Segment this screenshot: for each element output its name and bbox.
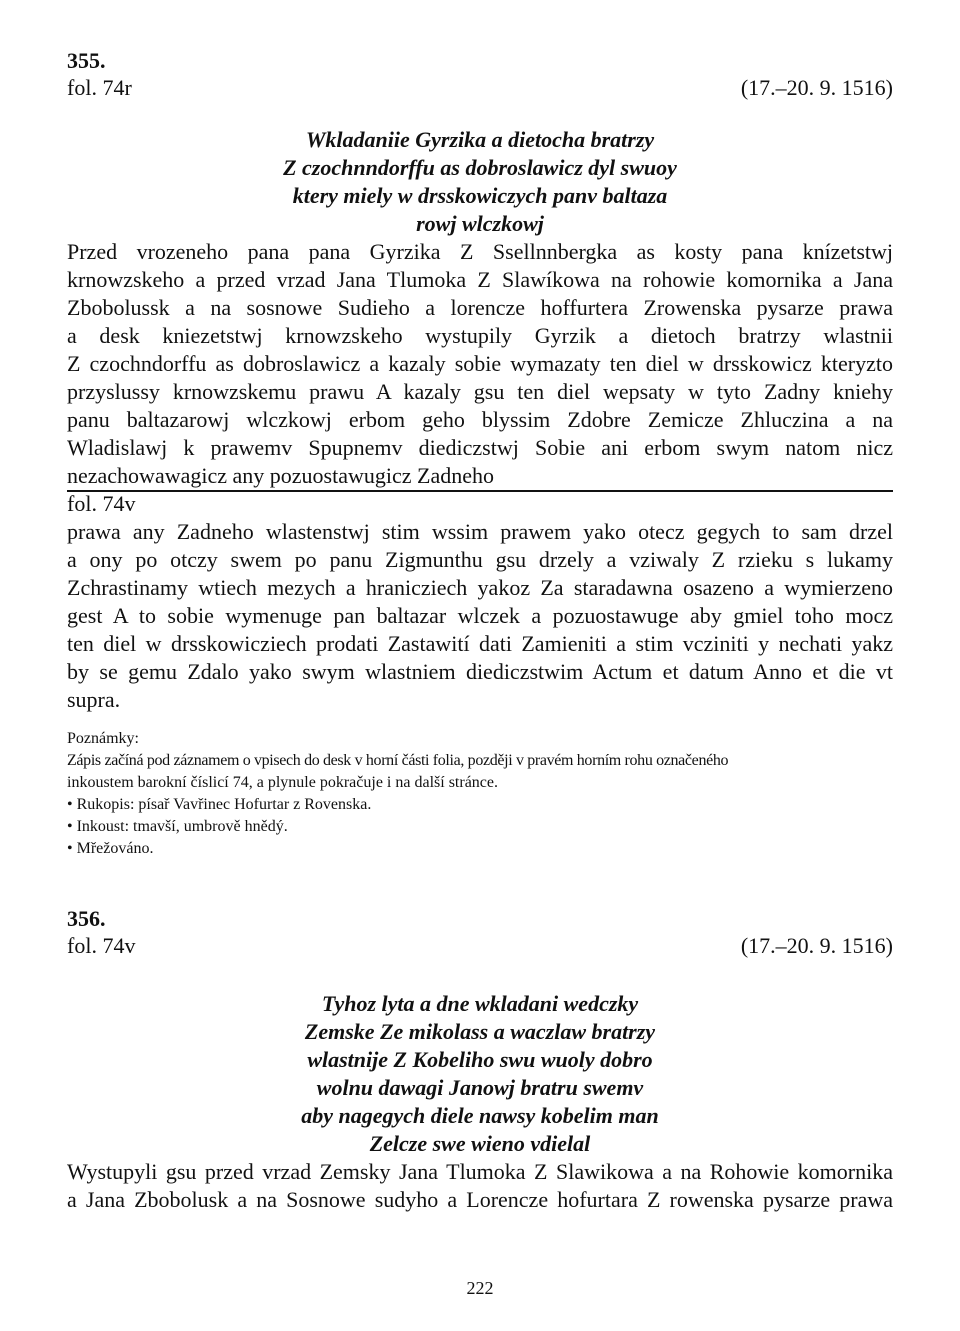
title-line: Tyhoz lyta a dne wkladani wedczky bbox=[321, 991, 639, 1016]
body-line: a Jana Zbobolusk a na Sosnowe sudyho a Lorencze hofurtara Z rowenska pysarze prawa bbox=[67, 1187, 893, 1212]
title-line: ktery miely w drsskowiczych panv baltaza bbox=[292, 183, 668, 208]
body-line: a desk kniezetstwj krnowzskeho wystupily Gyrzik a dietoch bratrzy wlastnii bbox=[67, 323, 893, 348]
title-line: Z czochnndorffu as dobroslawicz dyl swuoy bbox=[283, 155, 677, 180]
body-line: Wladislawj k prawemv Spupnemv diediczstwj Sobie ani erbom swym natom nicz bbox=[67, 435, 893, 460]
entry-body bbox=[67, 1158, 893, 1214]
folio-label: fol. 74v bbox=[67, 933, 136, 958]
title-line: Wkladaniie Gyrzika a dietocha bratrzy bbox=[305, 127, 655, 152]
note-line: • Inkoust: tmavší, umbrově hnědý. bbox=[67, 818, 288, 835]
notes-heading: Poznámky: bbox=[67, 730, 139, 747]
body-line: Przed vrozeneho pana pana Gyrzika Z Ssellnnbergka as kosty pana knízetstwj bbox=[67, 239, 893, 264]
title-line: wlastnije Z Kobeliho swu wuoly dobro bbox=[307, 1047, 653, 1072]
note-line: • Rukopis: písař Vavřinec Hofurtar z Rovenska. bbox=[67, 796, 372, 813]
folio-row bbox=[67, 932, 893, 960]
body-line: Zbobolussk a na sosnowe Sudieho a lorencze hoffurtera Zrowenska pysarze prawa bbox=[67, 295, 893, 320]
title-line: Zemske Ze mikolass a waczlaw bratrzy bbox=[304, 1019, 656, 1044]
body-line: Z czochndorffu as dobroslawicz a kazaly sobie wymazaty ten diel w drsskowicz kteryzto bbox=[67, 351, 893, 376]
page-number: 222 bbox=[466, 1278, 494, 1298]
entry-body bbox=[67, 238, 893, 490]
entry-title bbox=[67, 990, 893, 1158]
entry-number: 356. bbox=[67, 906, 106, 931]
body-line: prawa any Zadneho wlastenstwj stim wssim prawem yako otecz gegych to sam drzel bbox=[67, 519, 893, 544]
note-line: • Mřežováno. bbox=[67, 840, 154, 857]
body-line: Wystupyli gsu przed vrzad Zemsky Jana Tlumoka Z Slawikowa a na Rohowie komornika bbox=[67, 1159, 893, 1184]
date-label: (17.–20. 9. 1516) bbox=[740, 933, 893, 958]
body-line: a ony po otczy swem po panu Zigmunthu gsu drzely a vziwaly Z rzieku s lukamy bbox=[67, 547, 893, 572]
entry-body-continued bbox=[67, 518, 893, 714]
title-line: wolnu dawagi Janowj bratru swemv bbox=[316, 1075, 644, 1100]
body-line: by se gemu Zdalo yako swym wlastniem diediczstwim Actum et datum Anno et die vt bbox=[67, 659, 893, 684]
body-line: Zchrastinamy wtiech mezych a hranicziech yakoz Za staradawna osazeno a wymierzeno bbox=[67, 575, 893, 600]
notes-section bbox=[67, 728, 893, 860]
entry-title bbox=[67, 126, 893, 238]
note-line: Zápis začíná pod záznamem o vpisech do desk v horní části folia, později v pravém horním rohu označeného bbox=[67, 752, 729, 769]
title-line: aby nagegych diele nawsy kobelim man bbox=[301, 1103, 659, 1128]
title-line: rowj wlczkowj bbox=[416, 211, 544, 236]
body-line: ten diel w drsskowicziech prodati Zastawití dati Zamieniti a stim vcziniti y nechati yakz bbox=[67, 631, 893, 656]
entry-355 bbox=[67, 48, 893, 860]
date-label: (17.–20. 9. 1516) bbox=[740, 75, 893, 100]
folio-row bbox=[67, 74, 893, 102]
body-line: nezachowawagicz any pozuostawugicz Zadneho bbox=[67, 463, 494, 488]
body-line: krnowzskeho a przed vrzad Jana Tlumoka Z Slawíkowa na rohowie komornika a Jana bbox=[67, 267, 893, 292]
document-page bbox=[67, 48, 893, 1214]
entry-number: 355. bbox=[67, 48, 106, 73]
body-line: supra. bbox=[67, 687, 121, 712]
body-line: panu baltazarowj wlczkowj erbom geho blyssim Zdobre Zemicze Zhluczina a na bbox=[67, 407, 893, 432]
folio-break-label: fol. 74v bbox=[67, 491, 136, 516]
entry-356 bbox=[67, 906, 893, 1214]
title-line: Zelcze swe wieno vdielal bbox=[369, 1131, 591, 1156]
body-line: przyslussy krnowzskemu prawu A kazaly gsu ten diel wepsaty w tyto Zadny kniehy bbox=[67, 379, 893, 404]
note-line: inkoustem barokní číslicí 74, a plynule pokračuje i na další stránce. bbox=[67, 774, 498, 791]
body-line: gest A to sobie wymenuge pan baltazar wlczek a pozuostawuge aby gmiel toho mocz bbox=[67, 603, 893, 628]
folio-label: fol. 74r bbox=[67, 75, 132, 100]
